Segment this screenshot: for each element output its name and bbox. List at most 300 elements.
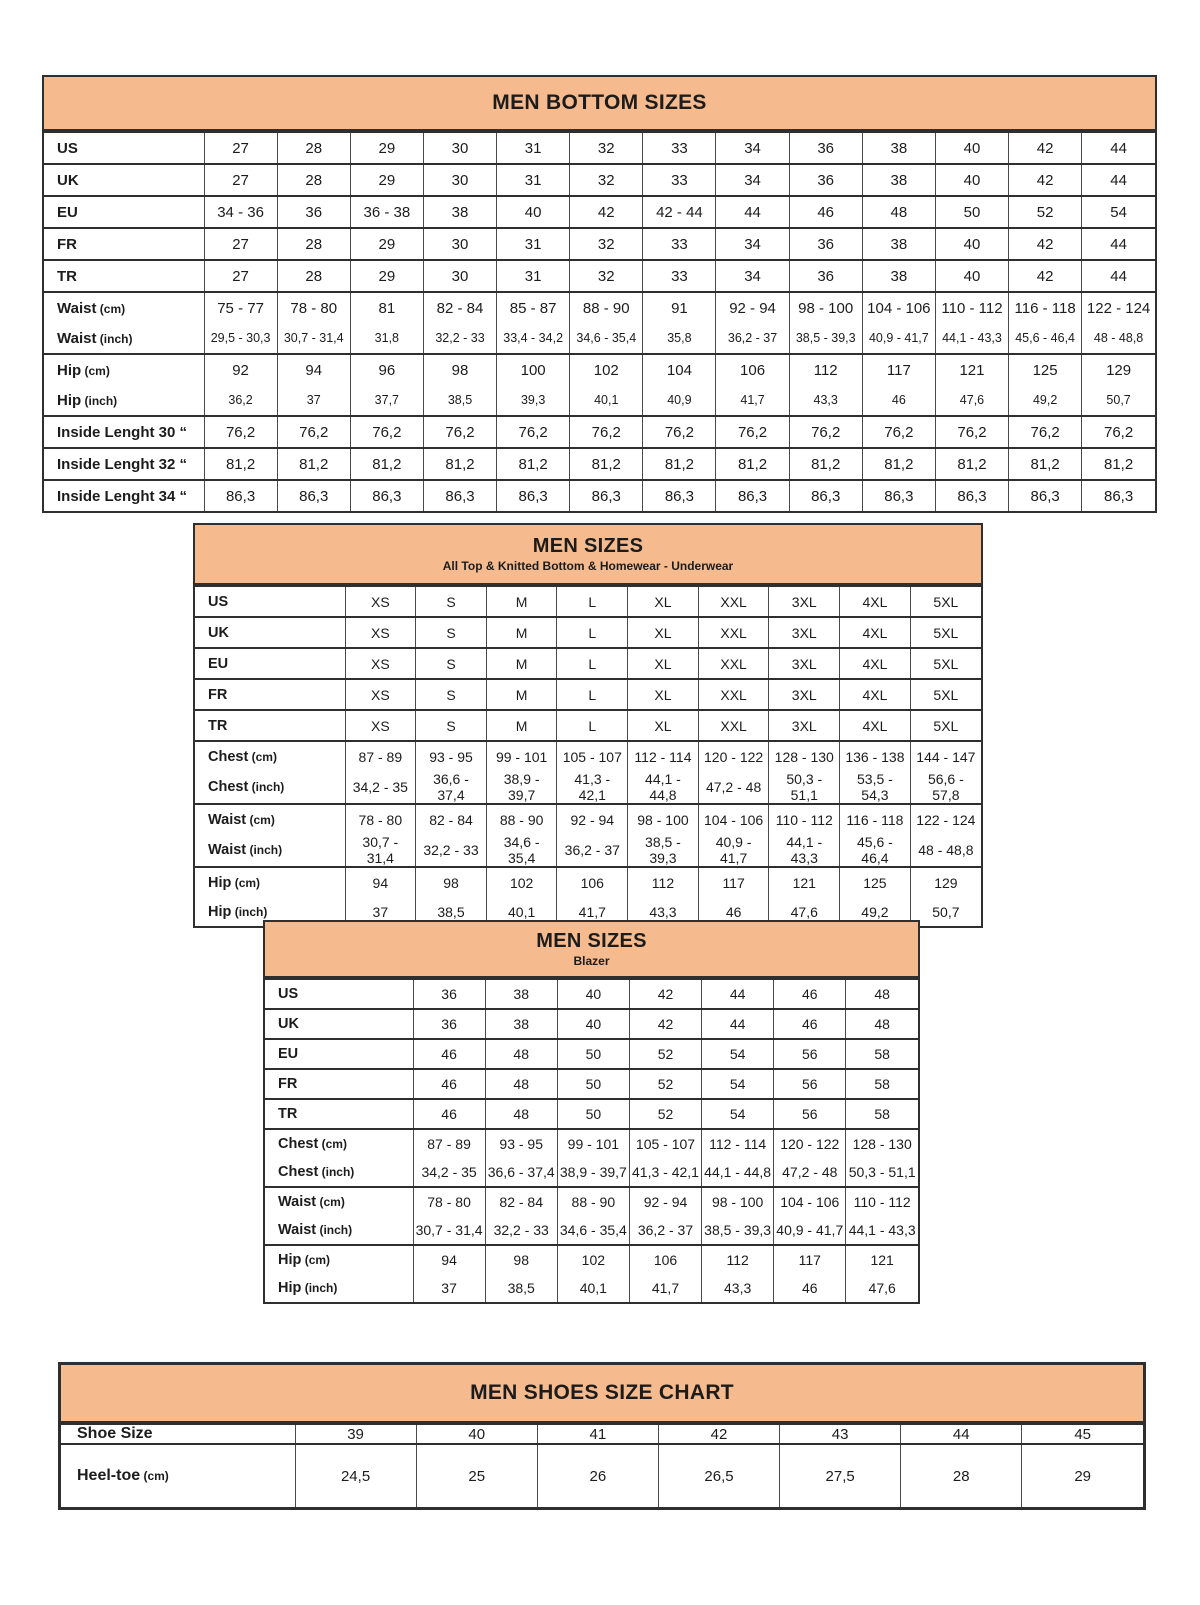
row-unit-text: (cm) bbox=[301, 1253, 331, 1267]
size-cell: 38 bbox=[485, 1009, 557, 1039]
table-row bbox=[44, 385, 1155, 416]
table-header bbox=[61, 1365, 1143, 1423]
size-cell: 98 bbox=[485, 1245, 557, 1274]
size-cell: M bbox=[486, 617, 557, 648]
size-cell: 120 - 122 bbox=[774, 1129, 846, 1158]
size-cell: 76,2 bbox=[935, 416, 1008, 448]
row-unit-text: (inch) bbox=[301, 1281, 338, 1295]
size-cell: 41,7 bbox=[716, 385, 789, 416]
size-cell: 37 bbox=[413, 1274, 485, 1302]
size-cell: 98 bbox=[416, 867, 487, 897]
size-cell: 34 - 36 bbox=[204, 196, 277, 228]
size-cell: 99 - 101 bbox=[486, 741, 557, 771]
size-cell: 26,5 bbox=[658, 1444, 779, 1507]
row-label bbox=[44, 164, 204, 196]
size-cell: 34,6 - 35,4 bbox=[486, 834, 557, 867]
size-cell: 42 bbox=[570, 196, 643, 228]
table-row bbox=[195, 586, 981, 617]
row-unit-text: (cm) bbox=[140, 1469, 169, 1483]
size-cell: 36,2 bbox=[204, 385, 277, 416]
row-unit-text: (cm) bbox=[318, 1137, 347, 1151]
table-title: MEN SHOES SIZE CHART bbox=[470, 1381, 734, 1404]
size-cell: 41,3 - 42,1 bbox=[557, 771, 628, 804]
size-cell: 112 bbox=[628, 867, 699, 897]
size-cell: 36,2 - 37 bbox=[629, 1216, 701, 1245]
size-cell: 34 bbox=[716, 260, 789, 292]
size-cell: 27,5 bbox=[780, 1444, 901, 1507]
size-cell: 34 bbox=[716, 132, 789, 164]
table-row bbox=[195, 867, 981, 897]
size-cell: 5XL bbox=[910, 586, 981, 617]
row-label bbox=[44, 292, 204, 323]
size-cell: 46 bbox=[698, 897, 769, 926]
size-cell: 88 - 90 bbox=[557, 1187, 629, 1216]
size-cell: M bbox=[486, 648, 557, 679]
size-cell: 5XL bbox=[910, 710, 981, 741]
size-cell: 46 bbox=[413, 1069, 485, 1099]
table-row bbox=[265, 1274, 918, 1302]
size-cell: 129 bbox=[910, 867, 981, 897]
row-group bbox=[61, 1424, 1143, 1444]
size-cell: 122 - 124 bbox=[910, 804, 981, 834]
size-cell: 50,3 - 51,1 bbox=[846, 1158, 918, 1187]
row-label-text: US bbox=[57, 139, 78, 157]
table-row bbox=[265, 1245, 918, 1274]
size-cell: 42 bbox=[1009, 164, 1082, 196]
row-group bbox=[265, 1187, 918, 1245]
size-cell: 44,1 - 43,3 bbox=[935, 323, 1008, 354]
size-cell: S bbox=[416, 586, 487, 617]
size-cell: L bbox=[557, 586, 628, 617]
size-cell: 98 - 100 bbox=[789, 292, 862, 323]
row-label bbox=[265, 1099, 413, 1129]
size-cell: 117 bbox=[698, 867, 769, 897]
size-cell: 92 - 94 bbox=[629, 1187, 701, 1216]
table-subtitle: Blazer bbox=[573, 954, 610, 968]
row-group bbox=[44, 164, 1155, 196]
size-cell: 37 bbox=[345, 897, 416, 926]
size-table bbox=[265, 978, 918, 1302]
size-cell: 112 - 114 bbox=[628, 741, 699, 771]
row-group bbox=[265, 1245, 918, 1302]
size-cell: XS bbox=[345, 586, 416, 617]
size-cell: L bbox=[557, 648, 628, 679]
size-cell: 32 bbox=[570, 164, 643, 196]
row-label-text: Waist bbox=[57, 299, 97, 317]
size-cell: 46 bbox=[413, 1039, 485, 1069]
table-subtitle: All Top & Knitted Bottom & Homewear - Underwear bbox=[442, 559, 734, 573]
row-label-text: Hip bbox=[57, 391, 82, 409]
row-label-text: Inside Lenght 32 “ bbox=[57, 455, 188, 473]
size-cell: 54 bbox=[702, 1099, 774, 1129]
size-cell: 28 bbox=[277, 132, 350, 164]
table-row bbox=[265, 1009, 918, 1039]
row-label-text: Shoe Size bbox=[77, 1425, 153, 1442]
size-cell: 4XL bbox=[840, 617, 911, 648]
size-cell: 29 bbox=[350, 228, 423, 260]
size-cell: 116 - 118 bbox=[1009, 292, 1082, 323]
size-cell: 25 bbox=[416, 1444, 537, 1507]
size-cell: 81,2 bbox=[350, 448, 423, 480]
size-cell: XS bbox=[345, 648, 416, 679]
size-cell: 86,3 bbox=[862, 480, 935, 511]
size-cell: 56,6 - 57,8 bbox=[910, 771, 981, 804]
row-unit-text: (inch) bbox=[81, 393, 118, 408]
size-cell: 75 - 77 bbox=[204, 292, 277, 323]
size-cell: 40 bbox=[935, 164, 1008, 196]
size-cell: 86,3 bbox=[204, 480, 277, 511]
size-cell: 110 - 112 bbox=[846, 1187, 918, 1216]
size-cell: 128 - 130 bbox=[769, 741, 840, 771]
size-cell: 5XL bbox=[910, 617, 981, 648]
size-cell: 34 bbox=[716, 164, 789, 196]
row-label bbox=[44, 132, 204, 164]
size-table bbox=[44, 131, 1155, 511]
table-row bbox=[44, 132, 1155, 164]
row-group bbox=[265, 1069, 918, 1099]
table-title: MEN BOTTOM SIZES bbox=[492, 91, 707, 114]
table-row bbox=[44, 292, 1155, 323]
size-cell: 30 bbox=[423, 132, 496, 164]
row-unit-text: (inch) bbox=[231, 904, 268, 919]
size-cell: 94 bbox=[345, 867, 416, 897]
size-cell: 92 - 94 bbox=[557, 804, 628, 834]
size-cell: 81,2 bbox=[277, 448, 350, 480]
row-label bbox=[195, 586, 345, 617]
size-cell: 81,2 bbox=[204, 448, 277, 480]
row-unit-text: (inch) bbox=[96, 331, 133, 346]
row-unit-text: (cm) bbox=[81, 363, 110, 378]
size-cell: 30,7 - 31,4 bbox=[413, 1216, 485, 1245]
size-cell: 36 bbox=[789, 260, 862, 292]
size-cell: 100 bbox=[497, 354, 570, 385]
size-cell: 29 bbox=[350, 132, 423, 164]
row-label-text: Waist bbox=[278, 1194, 317, 1210]
size-cell: 56 bbox=[774, 1069, 846, 1099]
size-cell: 38 bbox=[862, 260, 935, 292]
size-cell: 32 bbox=[570, 260, 643, 292]
size-cell: 86,3 bbox=[497, 480, 570, 511]
row-group bbox=[44, 480, 1155, 511]
size-cell: 38 bbox=[862, 164, 935, 196]
row-group bbox=[44, 260, 1155, 292]
size-cell: 27 bbox=[204, 260, 277, 292]
size-cell: 34,2 - 35 bbox=[413, 1158, 485, 1187]
row-label bbox=[44, 260, 204, 292]
size-cell: 27 bbox=[204, 132, 277, 164]
size-cell: 28 bbox=[901, 1444, 1022, 1507]
size-cell: 76,2 bbox=[643, 416, 716, 448]
size-cell: 87 - 89 bbox=[345, 741, 416, 771]
size-cell: 36 bbox=[277, 196, 350, 228]
size-cell: 105 - 107 bbox=[557, 741, 628, 771]
row-group bbox=[195, 867, 981, 926]
row-label bbox=[44, 448, 204, 480]
row-label-text: Chest bbox=[208, 748, 249, 765]
table-header bbox=[265, 922, 918, 978]
size-cell: 40 bbox=[935, 260, 1008, 292]
size-cell: 144 - 147 bbox=[910, 741, 981, 771]
size-cell: 39 bbox=[295, 1424, 416, 1444]
size-cell: XXL bbox=[698, 679, 769, 710]
size-cell: 40,1 bbox=[486, 897, 557, 926]
row-label-text: Hip bbox=[208, 874, 232, 891]
size-cell: 3XL bbox=[769, 710, 840, 741]
row-label-text: Chest bbox=[278, 1164, 319, 1180]
size-cell: 86,3 bbox=[935, 480, 1008, 511]
size-cell: 86,3 bbox=[570, 480, 643, 511]
size-cell: 31 bbox=[497, 260, 570, 292]
size-cell: 28 bbox=[277, 228, 350, 260]
size-cell: 46 bbox=[774, 1274, 846, 1302]
size-cell: 82 - 84 bbox=[416, 804, 487, 834]
size-cell: 104 - 106 bbox=[774, 1187, 846, 1216]
size-cell: XS bbox=[345, 679, 416, 710]
size-cell: 86,3 bbox=[789, 480, 862, 511]
size-cell: 44 bbox=[901, 1424, 1022, 1444]
table-row bbox=[195, 741, 981, 771]
size-cell: 40 bbox=[557, 1009, 629, 1039]
size-cell: 40,9 - 41,7 bbox=[774, 1216, 846, 1245]
table-row bbox=[44, 416, 1155, 448]
size-cell: 76,2 bbox=[1009, 416, 1082, 448]
size-cell: 33 bbox=[643, 164, 716, 196]
size-cell: 49,2 bbox=[1009, 385, 1082, 416]
size-cell: 96 bbox=[350, 354, 423, 385]
size-cell: 54 bbox=[702, 1069, 774, 1099]
size-cell: 34,6 - 35,4 bbox=[557, 1216, 629, 1245]
size-cell: 4XL bbox=[840, 679, 911, 710]
size-cell: 86,3 bbox=[716, 480, 789, 511]
size-cell: 38 bbox=[862, 228, 935, 260]
table-row bbox=[265, 1158, 918, 1187]
size-cell: 105 - 107 bbox=[629, 1129, 701, 1158]
row-group bbox=[44, 416, 1155, 448]
size-cell: 31 bbox=[497, 132, 570, 164]
size-cell: 36 bbox=[789, 132, 862, 164]
size-cell: XXL bbox=[698, 710, 769, 741]
size-cell: 94 bbox=[413, 1245, 485, 1274]
row-group bbox=[44, 196, 1155, 228]
size-cell: 32 bbox=[570, 228, 643, 260]
size-cell: 39,3 bbox=[497, 385, 570, 416]
size-cell: 35,8 bbox=[643, 323, 716, 354]
row-label bbox=[195, 710, 345, 741]
size-cell: XL bbox=[628, 586, 699, 617]
size-cell: XL bbox=[628, 679, 699, 710]
size-cell: 29,5 - 30,3 bbox=[204, 323, 277, 354]
size-cell: 40 bbox=[416, 1424, 537, 1444]
row-group bbox=[195, 679, 981, 710]
size-cell: 36 bbox=[413, 979, 485, 1009]
size-cell: M bbox=[486, 679, 557, 710]
row-group bbox=[44, 448, 1155, 480]
size-cell: 43 bbox=[780, 1424, 901, 1444]
size-cell: 45,6 - 46,4 bbox=[1009, 323, 1082, 354]
row-label bbox=[265, 1039, 413, 1069]
row-unit-text: (inch) bbox=[318, 1165, 355, 1179]
size-cell: 41,7 bbox=[629, 1274, 701, 1302]
size-cell: 128 - 130 bbox=[846, 1129, 918, 1158]
table-men-shoes-size-chart bbox=[58, 1362, 1146, 1510]
row-label-text: Heel-toe bbox=[77, 1467, 141, 1484]
size-cell: 43,3 bbox=[789, 385, 862, 416]
row-label-text: Waist bbox=[208, 842, 247, 858]
size-cell: 112 bbox=[702, 1245, 774, 1274]
row-label bbox=[44, 323, 204, 354]
size-cell: 4XL bbox=[840, 710, 911, 741]
row-label-text: FR bbox=[57, 235, 77, 253]
size-cell: 76,2 bbox=[1082, 416, 1155, 448]
size-cell: 86,3 bbox=[1082, 480, 1155, 511]
row-label bbox=[195, 648, 345, 679]
size-cell: 33 bbox=[643, 132, 716, 164]
size-cell: 45 bbox=[1022, 1424, 1143, 1444]
row-label bbox=[195, 741, 345, 771]
row-group bbox=[44, 228, 1155, 260]
row-label-text: EU bbox=[278, 1046, 299, 1062]
size-cell: 44 bbox=[702, 979, 774, 1009]
size-cell: 36 bbox=[413, 1009, 485, 1039]
size-cell: 44,1 - 44,8 bbox=[628, 771, 699, 804]
row-label-text: Inside Lenght 30 “ bbox=[57, 423, 188, 441]
size-cell: 106 bbox=[716, 354, 789, 385]
size-cell: 44 bbox=[1082, 260, 1155, 292]
size-cell: 104 bbox=[643, 354, 716, 385]
row-label-text: EU bbox=[208, 655, 229, 672]
size-cell: 33 bbox=[643, 260, 716, 292]
row-label-text: TR bbox=[57, 267, 77, 285]
row-label-text: FR bbox=[208, 686, 228, 703]
size-cell: 47,6 bbox=[846, 1274, 918, 1302]
row-label bbox=[265, 979, 413, 1009]
size-cell: 44 bbox=[1082, 228, 1155, 260]
size-cell: 38,9 - 39,7 bbox=[486, 771, 557, 804]
row-group bbox=[265, 1009, 918, 1039]
size-cell: 42 bbox=[1009, 260, 1082, 292]
size-cell: 76,2 bbox=[350, 416, 423, 448]
row-group bbox=[195, 741, 981, 804]
size-cell: L bbox=[557, 710, 628, 741]
row-unit-text: (cm) bbox=[96, 301, 126, 316]
size-cell: 91 bbox=[643, 292, 716, 323]
size-cell: 54 bbox=[1082, 196, 1155, 228]
size-cell: 28 bbox=[277, 164, 350, 196]
row-label bbox=[44, 385, 204, 416]
size-cell: 34,6 - 35,4 bbox=[570, 323, 643, 354]
size-cell: XS bbox=[345, 617, 416, 648]
row-unit-text: (cm) bbox=[248, 749, 277, 764]
table-men-sizes-tops-underwear bbox=[193, 523, 983, 928]
row-group bbox=[195, 617, 981, 648]
size-cell: L bbox=[557, 617, 628, 648]
size-cell: XL bbox=[628, 617, 699, 648]
row-label bbox=[44, 354, 204, 385]
row-group bbox=[44, 132, 1155, 164]
table-row bbox=[265, 1099, 918, 1129]
size-cell: 27 bbox=[204, 164, 277, 196]
row-label bbox=[44, 228, 204, 260]
row-label bbox=[195, 771, 345, 804]
size-cell: 48 bbox=[485, 1099, 557, 1129]
size-cell: 46 bbox=[774, 979, 846, 1009]
size-cell: 33,4 - 34,2 bbox=[497, 323, 570, 354]
size-cell: 36,6 - 37,4 bbox=[416, 771, 487, 804]
size-cell: 27 bbox=[204, 228, 277, 260]
size-cell: 47,6 bbox=[769, 897, 840, 926]
size-cell: 50 bbox=[557, 1099, 629, 1129]
size-cell: 40,9 bbox=[643, 385, 716, 416]
row-label bbox=[265, 1158, 413, 1187]
size-cell: 32,2 - 33 bbox=[423, 323, 496, 354]
size-cell: 48 bbox=[862, 196, 935, 228]
size-cell: 78 - 80 bbox=[277, 292, 350, 323]
size-cell: 110 - 112 bbox=[769, 804, 840, 834]
size-cell: 85 - 87 bbox=[497, 292, 570, 323]
row-unit-text: (inch) bbox=[248, 780, 285, 794]
size-cell: 40,9 - 41,7 bbox=[862, 323, 935, 354]
size-cell: 104 - 106 bbox=[698, 804, 769, 834]
table-row bbox=[265, 1069, 918, 1099]
row-group bbox=[265, 1129, 918, 1187]
size-cell: 36,2 - 37 bbox=[557, 834, 628, 867]
size-cell: 5XL bbox=[910, 648, 981, 679]
size-cell: 129 bbox=[1082, 354, 1155, 385]
row-group bbox=[195, 804, 981, 867]
row-label bbox=[195, 679, 345, 710]
size-cell: 88 - 90 bbox=[570, 292, 643, 323]
row-label bbox=[265, 1129, 413, 1158]
size-cell: 76,2 bbox=[789, 416, 862, 448]
row-label bbox=[195, 617, 345, 648]
size-cell: 40,9 - 41,7 bbox=[698, 834, 769, 867]
row-label-text: Waist bbox=[278, 1222, 317, 1238]
table-row bbox=[265, 1039, 918, 1069]
size-cell: 30 bbox=[423, 260, 496, 292]
size-cell: 81,2 bbox=[570, 448, 643, 480]
size-cell: 86,3 bbox=[350, 480, 423, 511]
size-cell: 92 - 94 bbox=[716, 292, 789, 323]
size-cell: 40 bbox=[497, 196, 570, 228]
size-cell: 81,2 bbox=[716, 448, 789, 480]
row-label-text: TR bbox=[278, 1106, 298, 1122]
size-cell: 38,5 bbox=[416, 897, 487, 926]
row-label bbox=[265, 1009, 413, 1039]
table-title: MEN SIZES bbox=[532, 535, 644, 557]
size-cell: 40 bbox=[557, 979, 629, 1009]
row-label bbox=[44, 196, 204, 228]
size-cell: 33 bbox=[643, 228, 716, 260]
size-cell: 50 bbox=[935, 196, 1008, 228]
size-cell: 104 - 106 bbox=[862, 292, 935, 323]
row-label bbox=[265, 1245, 413, 1274]
size-cell: 53,5 - 54,3 bbox=[840, 771, 911, 804]
size-cell: 46 bbox=[413, 1099, 485, 1129]
row-label bbox=[44, 416, 204, 448]
size-cell: 29 bbox=[350, 164, 423, 196]
size-cell: 110 - 112 bbox=[935, 292, 1008, 323]
size-cell: XS bbox=[345, 710, 416, 741]
row-unit-text: (inch) bbox=[316, 1223, 353, 1237]
table-row bbox=[44, 480, 1155, 511]
size-cell: 81,2 bbox=[789, 448, 862, 480]
size-cell: 76,2 bbox=[570, 416, 643, 448]
size-cell: 50,7 bbox=[1082, 385, 1155, 416]
size-cell: 44 bbox=[716, 196, 789, 228]
size-cell: 52 bbox=[629, 1069, 701, 1099]
size-cell: 48 bbox=[485, 1039, 557, 1069]
table-title: MEN SIZES bbox=[536, 930, 647, 952]
